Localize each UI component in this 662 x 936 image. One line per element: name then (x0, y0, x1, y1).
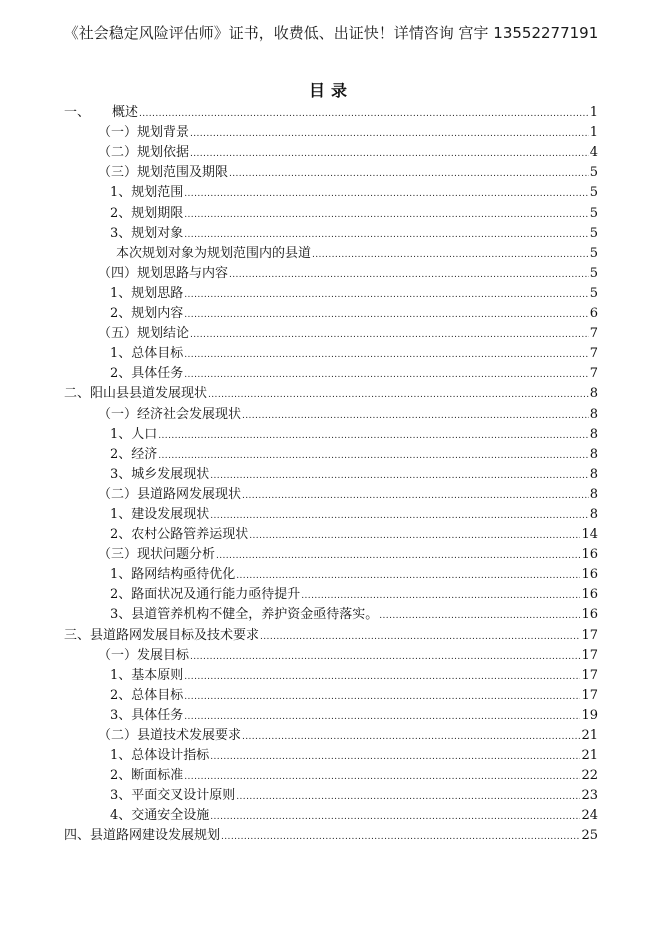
toc-entry-text: （二）县道技术发展要求 (98, 728, 242, 743)
toc-entry[interactable] (64, 183, 598, 203)
toc-entry-text: 1、总体目标 (110, 346, 184, 362)
toc-entry-text: 概述 (112, 105, 139, 121)
toc-entry-label (64, 525, 248, 545)
toc-page-number: 8 (589, 506, 598, 522)
toc-page-number: 8 (589, 466, 598, 482)
toc-dot-leader (183, 284, 588, 304)
toc-entry-text: （二）规划依据 (98, 145, 190, 161)
toc-entry[interactable] (64, 786, 598, 806)
toc-entry-label (64, 686, 183, 706)
toc-entry-text: （一）规划背景 (98, 125, 190, 141)
toc-entry-text: 3、县道管养机构不健全，养护资金亟待落实。 (110, 607, 379, 623)
toc-page-number: 17 (581, 647, 598, 663)
toc-entry[interactable] (64, 625, 598, 645)
toc-entry[interactable] (64, 666, 598, 686)
toc-page-number: 8 (589, 386, 598, 402)
toc-page-number: 7 (589, 326, 598, 342)
toc-entry[interactable] (64, 585, 598, 605)
toc-page-number: 14 (581, 527, 598, 543)
toc-page-number: 17 (581, 667, 598, 683)
toc-dot-leader (138, 103, 589, 123)
toc-entry[interactable] (64, 485, 598, 505)
toc-page-number: 24 (581, 808, 598, 824)
toc-entry-label (64, 364, 183, 384)
toc-dot-leader (300, 585, 580, 605)
toc-entry[interactable] (64, 545, 598, 565)
toc-entry[interactable] (64, 284, 598, 304)
toc-page-number: 6 (589, 306, 598, 322)
toc-dot-leader (241, 485, 589, 505)
toc-entry-text: 本次规划对象为规划范围内的县道 (116, 245, 312, 261)
toc-page-number: 8 (589, 446, 598, 462)
toc-entry-text: （一）经济社会发展现状 (98, 406, 242, 422)
toc-dot-leader (183, 344, 588, 364)
toc-dot-leader (259, 626, 580, 646)
toc-entry-text: 1、建设发展现状 (110, 506, 210, 522)
toc-entry-label (64, 545, 215, 565)
toc-dot-leader (183, 766, 580, 786)
toc-page-number: 21 (581, 728, 598, 743)
promo-banner: 《社会稳定风险评估师》证书，收费低、出证快！详情咨询 宫宇 13552277191 (63, 24, 599, 42)
toc-entry-text: （三）规划范围及期限 (98, 165, 229, 181)
toc-entry-text: 县道路网建设发展规划 (90, 828, 221, 844)
toc-entry[interactable] (64, 203, 598, 223)
toc-entry-label (64, 706, 183, 726)
toc-dot-leader (241, 726, 580, 746)
toc-entry[interactable] (64, 746, 598, 766)
toc-page-number: 5 (589, 285, 598, 301)
toc-entry-label (64, 344, 183, 364)
toc-entry[interactable] (64, 806, 598, 826)
toc-dot-leader (183, 204, 588, 224)
toc-page-number: 19 (581, 707, 598, 723)
toc-entry[interactable] (64, 103, 598, 123)
toc-dot-leader (189, 646, 580, 666)
toc-entry-text: 2、总体目标 (110, 687, 184, 703)
toc-entry-label (64, 726, 241, 746)
toc-page-number: 17 (581, 627, 598, 643)
toc-entry-label (64, 766, 183, 786)
toc-dot-leader (189, 324, 589, 344)
toc-dot-leader (189, 123, 589, 143)
toc-entry-label (64, 445, 157, 465)
toc-entry-text: 4、交通安全设施 (110, 808, 210, 824)
toc-entry-text: 1、总体设计指标 (110, 748, 210, 764)
toc-entry[interactable] (64, 224, 598, 244)
toc-entry-label (64, 405, 241, 425)
toc-entry-label (64, 746, 209, 766)
toc-entry-label (64, 585, 300, 605)
toc-entry-label (64, 244, 311, 264)
toc-entry-text: 3、平面交叉设计原则 (110, 788, 236, 804)
toc-dot-leader (189, 143, 589, 163)
toc-page-number: 22 (581, 768, 598, 784)
toc-entry[interactable] (64, 344, 598, 364)
toc-entry-label (64, 284, 183, 304)
toc-dot-leader (220, 826, 580, 846)
toc-page-number: 5 (589, 205, 598, 221)
toc-entry-label (64, 806, 209, 826)
toc-entry[interactable] (64, 264, 598, 284)
toc-dot-leader (183, 666, 580, 686)
toc-entry[interactable] (64, 605, 598, 625)
toc-entry[interactable] (64, 364, 598, 384)
toc-entry-text: 2、农村公路管养运现状 (110, 527, 249, 543)
toc-entry-text: 1、规划范围 (110, 185, 184, 201)
toc-entry-label (64, 163, 228, 183)
toc-dot-leader (157, 445, 588, 465)
toc-dot-leader (209, 806, 580, 826)
toc-page-number: 23 (581, 788, 598, 804)
toc-page-number: 8 (589, 426, 598, 442)
toc-entry-label (64, 103, 138, 123)
toc-dot-leader (183, 183, 588, 203)
toc-dot-leader (209, 746, 580, 766)
toc-entry[interactable] (64, 726, 598, 746)
toc-entry-label (64, 324, 189, 344)
toc-page-number: 17 (581, 687, 598, 703)
toc-entry-text: 2、路面状况及通行能力亟待提升 (110, 587, 301, 603)
toc-entry[interactable] (64, 244, 598, 264)
toc-page-number: 8 (589, 406, 598, 422)
toc-entry-label (64, 264, 228, 284)
toc-entry[interactable] (64, 525, 598, 545)
toc-dot-leader (311, 244, 589, 264)
toc-dot-leader (228, 264, 589, 284)
toc-dot-leader (248, 525, 580, 545)
toc-entry-text: 2、经济 (110, 446, 158, 462)
toc-entry-text: 3、规划对象 (110, 225, 184, 241)
toc-entry[interactable] (64, 163, 598, 183)
toc-entry-text: 1、路网结构亟待优化 (110, 567, 236, 583)
toc-entry-label (64, 224, 183, 244)
toc-page-number: 8 (589, 486, 598, 502)
toc-entry-text: （二）县道路网发展现状 (98, 486, 242, 502)
toc-entry-text: 2、断面标准 (110, 768, 184, 784)
toc-entry-label (64, 565, 235, 585)
toc-dot-leader (207, 384, 589, 404)
toc-page-number: 5 (589, 265, 598, 281)
toc-dot-leader (209, 505, 588, 525)
toc-page-number: 7 (589, 366, 598, 382)
toc-entry-text: （四）规划思路与内容 (98, 265, 229, 281)
toc-entry[interactable] (64, 445, 598, 465)
toc-entry[interactable] (64, 384, 598, 404)
toc-dot-leader (215, 545, 580, 565)
toc-entry-label (64, 826, 220, 846)
toc-entry-text: 3、具体任务 (110, 707, 184, 723)
toc-page-number: 16 (581, 547, 598, 563)
toc-entry-text: （三）现状问题分析 (98, 547, 216, 563)
toc-entry-label (64, 666, 183, 686)
toc-page-number: 1 (589, 125, 598, 141)
toc-entry[interactable] (64, 706, 598, 726)
toc-entry-text: 1、规划思路 (110, 285, 184, 301)
toc-entry-number: 一、 (64, 105, 91, 121)
toc-page-number: 16 (581, 587, 598, 603)
toc-entry-number: 三、 (64, 627, 91, 643)
toc-entry[interactable] (64, 646, 598, 666)
toc-dot-leader (183, 304, 588, 324)
toc-entry-text: 阳山县县道发展现状 (90, 386, 208, 402)
table-of-contents (64, 103, 598, 846)
toc-entry-label (64, 646, 189, 666)
toc-dot-leader (228, 163, 589, 183)
toc-page-number: 5 (589, 165, 598, 181)
toc-entry-label (64, 143, 189, 163)
toc-entry-label (64, 626, 259, 646)
toc-dot-leader (209, 465, 588, 485)
toc-entry-label (64, 304, 183, 324)
toc-dot-leader (235, 565, 580, 585)
toc-entry-label (64, 465, 209, 485)
toc-entry[interactable] (64, 123, 598, 143)
toc-dot-leader (241, 405, 589, 425)
toc-page-number: 1 (589, 105, 598, 121)
toc-dot-leader (378, 605, 580, 625)
toc-entry[interactable] (64, 404, 598, 424)
toc-page-number: 5 (589, 185, 598, 201)
toc-page-number: 16 (581, 567, 598, 583)
toc-dot-leader (157, 425, 588, 445)
toc-entry-label (64, 425, 157, 445)
toc-entry[interactable] (64, 686, 598, 706)
toc-entry[interactable] (64, 465, 598, 485)
toc-page-number: 7 (589, 346, 598, 362)
toc-entry[interactable] (64, 304, 598, 324)
toc-entry-text: （一）发展目标 (98, 647, 190, 663)
toc-entry-label (64, 384, 207, 404)
toc-entry-number: 二、 (64, 386, 91, 402)
toc-dot-leader (183, 686, 580, 706)
toc-entry-text: 2、规划期限 (110, 205, 184, 221)
toc-page-number: 25 (581, 828, 598, 844)
toc-entry-text: 1、基本原则 (110, 667, 184, 683)
toc-entry[interactable] (64, 324, 598, 344)
toc-dot-leader (183, 706, 580, 726)
toc-entry-text: （五）规划结论 (98, 326, 190, 342)
toc-entry-label (64, 786, 235, 806)
toc-page-number: 16 (581, 607, 598, 623)
page-title: 目录 (308, 81, 353, 100)
toc-dot-leader (235, 786, 580, 806)
toc-entry-text: 2、规划内容 (110, 306, 184, 322)
toc-page-number: 5 (589, 245, 598, 261)
toc-entry[interactable] (64, 565, 598, 585)
toc-entry[interactable] (64, 826, 598, 846)
toc-page-number: 5 (589, 225, 598, 241)
toc-entry-text: 3、城乡发展现状 (110, 466, 210, 482)
toc-page-number: 4 (589, 145, 598, 161)
toc-entry[interactable] (64, 425, 598, 445)
toc-entry[interactable] (64, 766, 598, 786)
toc-entry[interactable] (64, 505, 598, 525)
toc-entry-label (64, 204, 183, 224)
toc-entry-number: 四、 (64, 828, 91, 844)
toc-page-number: 21 (581, 748, 598, 764)
toc-entry-label (64, 183, 183, 203)
toc-entry-label (64, 505, 209, 525)
toc-entry-text: 2、具体任务 (110, 366, 184, 382)
toc-entry[interactable] (64, 143, 598, 163)
toc-dot-leader (183, 364, 588, 384)
toc-entry-label (64, 605, 378, 625)
toc-dot-leader (183, 224, 588, 244)
toc-entry-label (64, 123, 189, 143)
toc-entry-text: 县道路网发展目标及技术要求 (90, 627, 260, 643)
toc-entry-text: 1、人口 (110, 426, 158, 442)
toc-entry-label (64, 485, 241, 505)
